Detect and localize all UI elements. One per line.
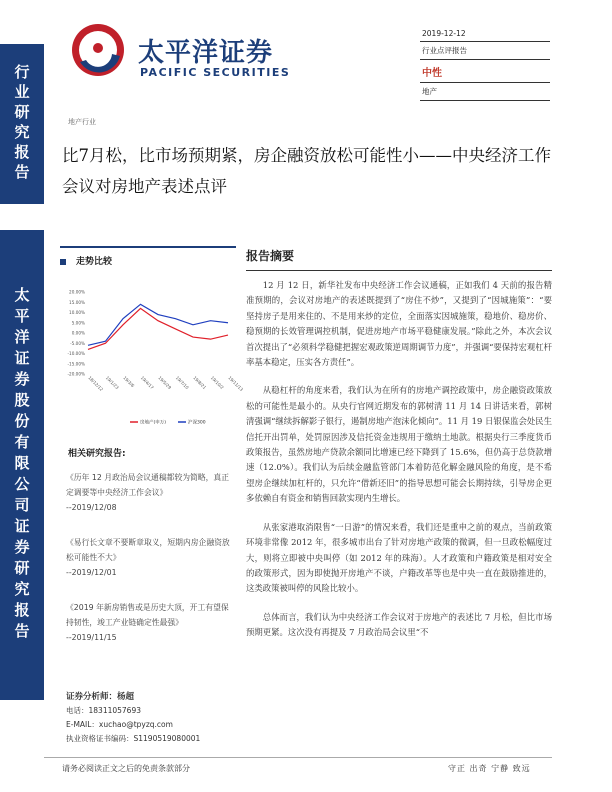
summary-paragraph: 从张家港取消限售“一日游”的情况来看，我们还是重申之前的观点，当前政策环境非常像 2012 年，很多城市出台了针对房地产政策的微调，但一旦政松幅度过大，则将立即被中央叫停（如 2012 年的珠海）。人才政策和户籍政策是相对安全的政策形式，因为即使抛开房地产不谈，户籍改革等也是中央一直在鼓励推进的，这类政策被叫停的风险比较小。: [246, 521, 552, 594]
footer-divider: [44, 757, 552, 758]
brand-name-en: PACIFIC SECURITIES: [140, 66, 291, 79]
x-tick-label: 19/7/10: [174, 375, 190, 391]
report-date: 2019-12-12: [420, 26, 550, 42]
analyst-email[interactable]: E-MAIL：xuchao@tpyzq.com: [66, 720, 173, 729]
y-tick-label: -10.00%: [67, 351, 85, 356]
y-tick-label: -5.00%: [70, 340, 85, 346]
sidebar-report-type: 行业研究报告: [0, 44, 44, 204]
related-item-title: 《历年 12 月政治局会议通稿都较为简略，真正定调要等中央经济工作会议》: [66, 473, 230, 497]
related-item-date: --2019/12/01: [66, 568, 117, 577]
rating-badge: 中性: [420, 60, 550, 83]
summary-paragraph: 总体而言，我们认为中央经济工作会议对于房地产的表述比 7 月松，但比市场预期更紧。这次没有再提及 7 月政治局会议里“不: [246, 611, 552, 638]
analyst-cert: 执业资格证书编码：S1190519080001: [66, 734, 201, 743]
related-item-date: --2019/12/08: [66, 503, 117, 512]
related-item-date: --2019/11/15: [66, 633, 117, 642]
y-tick-label: 10.00%: [69, 310, 85, 315]
y-tick-label: -20.00%: [67, 371, 85, 377]
x-tick-label: 19/5/29: [157, 375, 173, 391]
related-list: [66, 470, 236, 665]
y-tick-label: 5.00%: [71, 320, 85, 326]
summary-paragraph: 12 月 12 日，新华社发布中央经济工作会议通稿，正如我们 4 天前的报告精准预期的，会议对房地产的表述既提到了“房住不炒”，又提到了“因城施策”：“要坚持房子是用来住的、不是用来炒的定位，全面落实因城施策，稳地价、稳房价、稳预期的长效管理调控机制，促进房地产市场平稳健康发展。”除此之外，本次会议首次提出了“必须科学稳健把握宏观政策逆周期调节力度”，并强调“要保持宏观杠杆率基本稳定，压实各方责任”。: [246, 280, 552, 368]
analyst-info: [66, 690, 236, 746]
related-item[interactable]: [66, 535, 236, 580]
category-label: 地产行业: [68, 118, 96, 126]
bullet-square-icon: [60, 259, 66, 265]
x-tick-label: 19/10/2: [209, 375, 225, 391]
report-type: 行业点评报告: [420, 42, 550, 60]
related-item-title: 《易行长文章不要断章取义，短期内房企融资放松可能性不大》: [66, 538, 230, 562]
related-item-title: 《2019 年新房销售或是历史大顶，开工有望保持韧性，竣工产业链确定性最强》: [66, 603, 229, 627]
x-tick-label: 19/4/17: [139, 375, 155, 391]
y-tick-label: 15.00%: [69, 299, 85, 305]
x-tick-label: 19/8/21: [192, 375, 208, 391]
summary-body: [246, 278, 552, 654]
trend-chart: [60, 282, 245, 432]
analyst-name: 证券分析师：杨超: [66, 692, 135, 702]
y-tick-label: -15.00%: [67, 361, 85, 367]
sector-label: 地产: [420, 83, 550, 101]
company-logo-icon: [68, 16, 148, 96]
page-title: 比7月松，比市场预期紧，房企融资放松可能性小——中央经济工作会议对房地产表述点评: [62, 146, 551, 196]
x-tick-label: 19/1/23: [104, 375, 120, 391]
y-tick-label: 0.00%: [71, 330, 85, 336]
x-tick-label: 19/3/6: [122, 375, 136, 389]
related-item[interactable]: [66, 470, 236, 515]
related-heading: 相关研究报告:: [68, 449, 126, 459]
legend-label: 房地产(申万): [140, 420, 167, 426]
analyst-phone: 电话：18311057693: [66, 706, 141, 715]
footer-disclaimer: 请务必阅读正文之后的免责条款部分: [62, 764, 190, 773]
footer-motto: 守正 出奇 宁静 致远: [448, 764, 531, 773]
x-tick-label: 19/11/13: [227, 375, 245, 393]
summary-heading: 报告摘要: [246, 249, 295, 263]
summary-paragraph: 从稳杠杆的角度来看，我们认为在所有的房地产调控政策中，房企融资政策放松的可能性是最小的。从央行官网近期发布的郭树清 11 月 14 日讲话来看，郭树清强调“继续拆解影子银行，遏制房地产泡沫化倾向”。11 月 19 日银保监会处民生信托开出罚单，处罚原因涉及信托资金违规用于缴纳土地款。根据央行三季度货币政策报告，虽然房地产贷款余额同比增速已经下降到了 15.6%，但仍高于总贷款增速（12.0%）。我们认为后续金融监管部门本着防范化解金融风险的角度，是不希望房企继续加杠杆的，只允许“借新还旧”的指导思想可能会长期持续，引导房企更多依赖自有资金和销售回款实现内生增长。: [246, 385, 552, 504]
related-item[interactable]: [66, 600, 236, 645]
x-tick-label: 18/12/12: [87, 375, 105, 393]
report-meta: [420, 26, 550, 101]
chart-heading: [60, 254, 112, 267]
legend-label: 沪深300: [188, 420, 206, 426]
brand-name-cn: 太平洋证券: [138, 38, 274, 68]
sidebar-company: 太平洋证券股份有限公司证券研究报告: [0, 230, 44, 700]
chart-heading-text: 走势比较: [76, 257, 113, 267]
summary-divider: [246, 270, 552, 271]
y-tick-label: 20.00%: [69, 289, 85, 295]
